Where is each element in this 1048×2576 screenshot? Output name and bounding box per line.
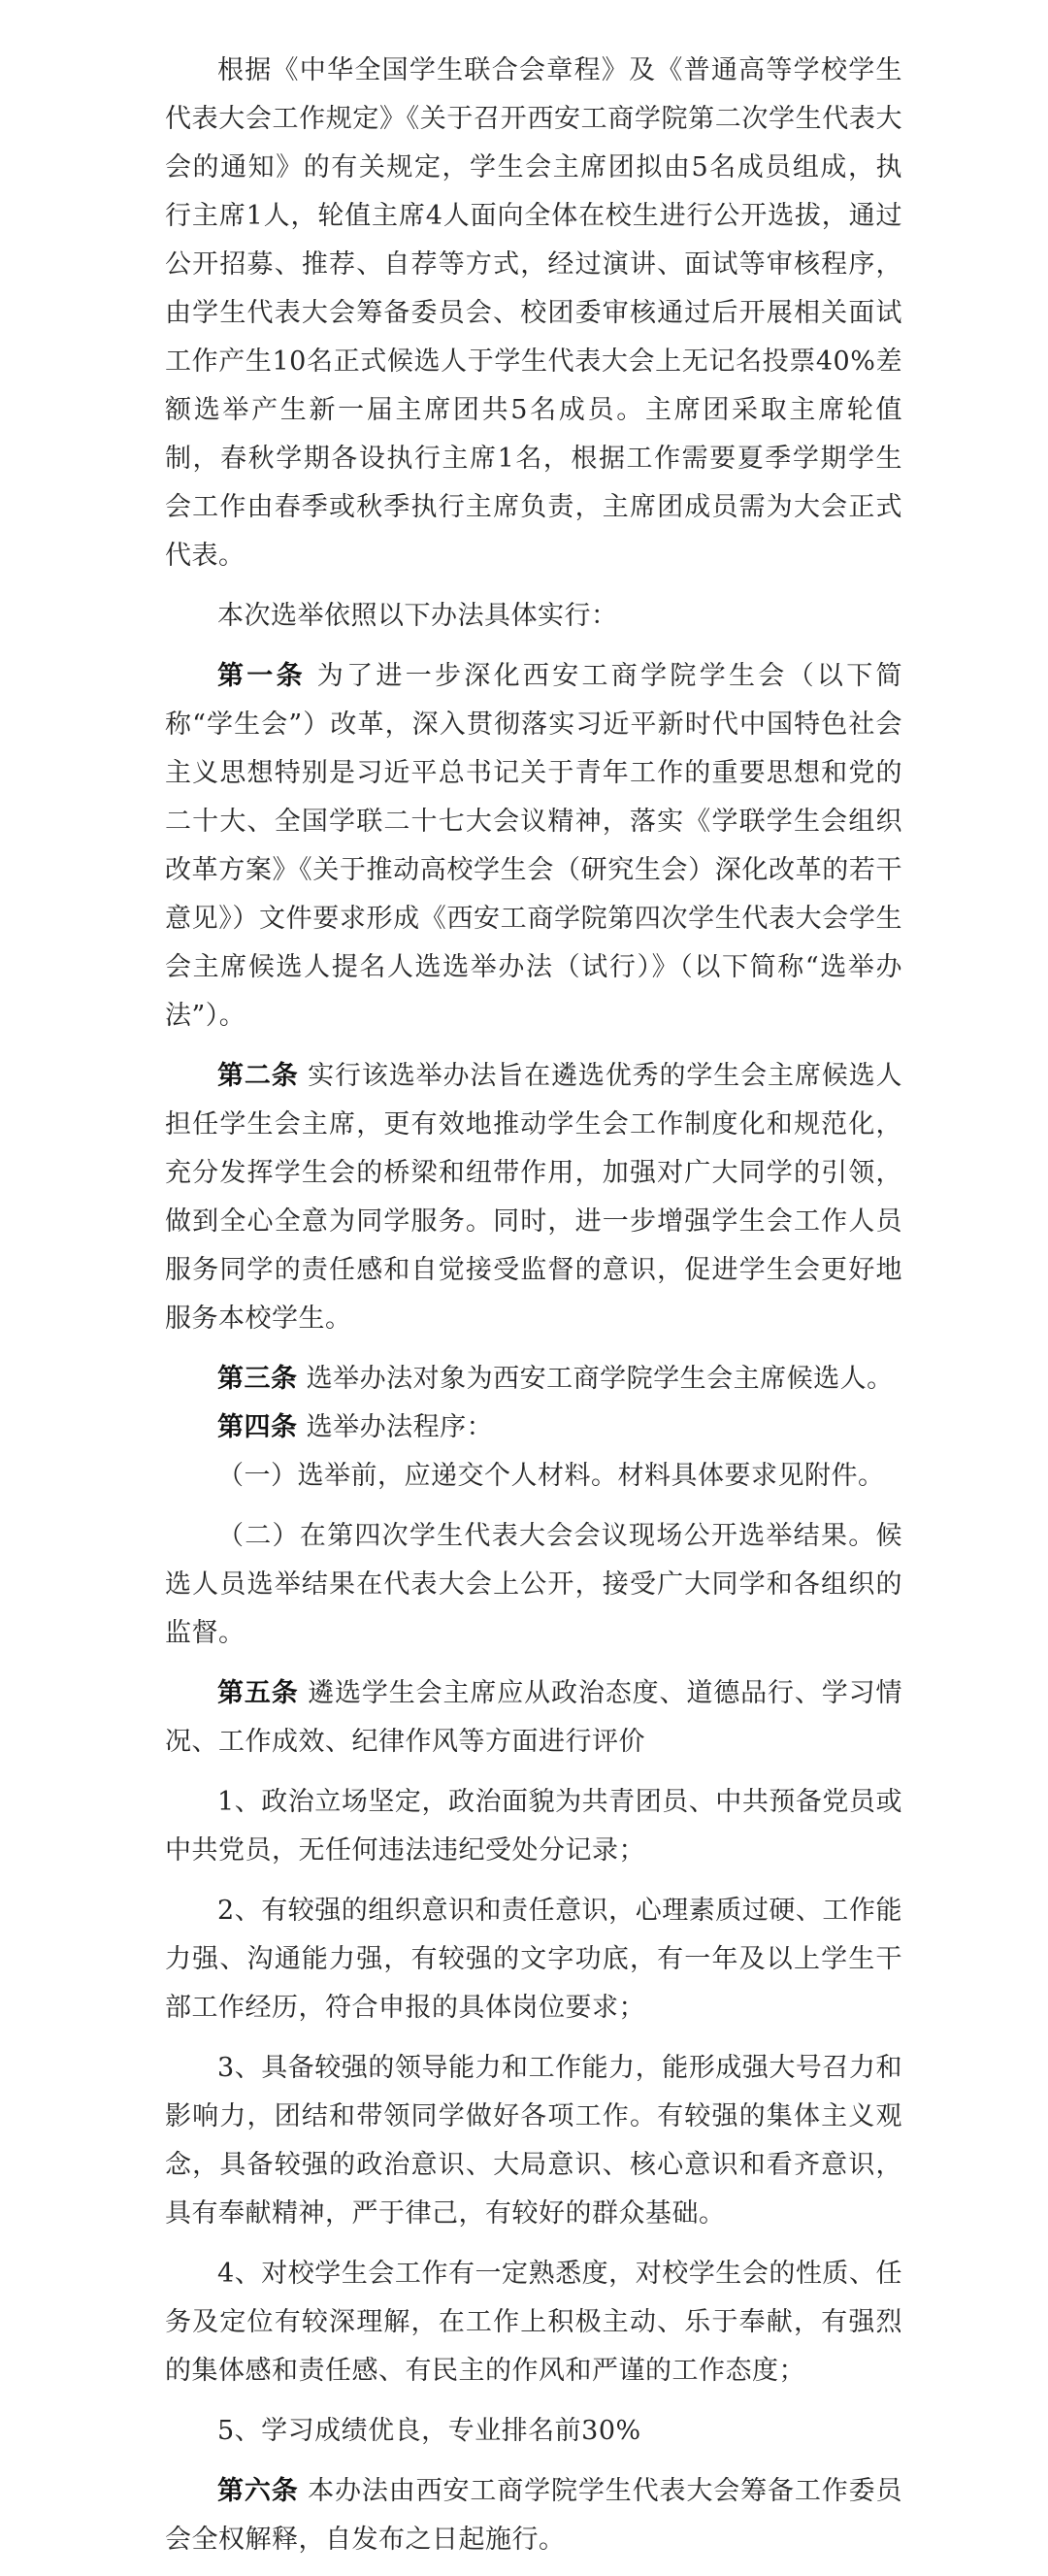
article-4-item: （一）选举前，应递交个人材料。材料具体要求见附件。 <box>217 1461 885 1491</box>
article-5-item: 5、学习成绩优良，专业排名前30% <box>217 2416 641 2446</box>
article-5-item: 2、有较强的组织意识和责任意识，心理素质过硬、工作能力强、沟通能力强，有较强的文字功底，有一年及以上学生干部工作经历，符合申报的具体岗位要求； <box>165 1896 902 2023</box>
article-2-text: 实行该选举办法旨在遴选优秀的学生会主席候选人担任学生会主席，更有效地推动学生会工作制度化和规范化，充分发挥学生会的桥梁和纽带作用，加强对广大同学的引领，做到全心全意为同学服务。同时，进一步增强学生会工作人员服务同学的责任感和自觉接受监督的意识，促进学生会更好地服务本校学生。 <box>165 1061 903 1334</box>
article-3 <box>165 1355 902 1404</box>
article-6-text: 本办法由西安工商学院学生代表大会筹备工作委员会全权解释，自发布之日起施行。 <box>165 2476 903 2555</box>
article-5-text: 遴选学生会主席应从政治态度、道德品行、学习情况、工作成效、纪律作风等方面进行评价 <box>165 1678 903 1757</box>
article-1-text: 为了进一步深化西安工商学院学生会（以下简称“学生会”）改革，深入贯彻落实习近平新时代中国特色社会主义思想特别是习近平总书记关于青年工作的重要思想和党的二十大、全国学联二十七大会议精神，落实《学联学生会组织改革方案》《关于推动高校学生会（研究生会）深化改革的若干意见》）文件要求形成《西安工商学院第四次学生代表大会学生会主席候选人提名人选选举办法（试行）》（以下简称“选举办法”）。 <box>165 661 903 1031</box>
article-3-heading: 第三条 <box>217 1364 298 1394</box>
article-1 <box>165 652 902 1040</box>
article-5-item: 3、具备较强的领导能力和工作能力，能形成强大号召力和影响力，团结和带领同学做好各项工作。有较强的集体主义观念，具备较强的政治意识、大局意识、核心意识和看齐意识，具有奉献精神，严于律己，有较好的群众基础。 <box>165 2053 902 2229</box>
article-5 <box>165 1669 902 1767</box>
method-intro-paragraph: 本次选举依照以下办法具体实行： <box>217 601 618 631</box>
article-3-text: 选举办法对象为西安工商学院学生会主席候选人。 <box>306 1364 894 1394</box>
article-5-item: 4、对校学生会工作有一定熟悉度，对校学生会的性质、任务及定位有较深理解，在工作上积极主动、乐于奉献，有强烈的集体感和责任感、有民主的作风和严谨的工作态度； <box>165 2259 902 2386</box>
article-5-item: 1、政治立场坚定，政治面貌为共青团员、中共预备党员或中共党员，无任何违法违纪受处分记录； <box>165 1787 902 1866</box>
article-2 <box>165 1052 902 1343</box>
article-1-heading: 第一条 <box>217 661 306 691</box>
article-6 <box>165 2467 902 2564</box>
article-4-item: （二）在第四次学生代表大会会议现场公开选举结果。候选人员选举结果在代表大会上公开，接受广大同学和各组织的监督。 <box>165 1521 902 1648</box>
intro-paragraph: 根据《中华全国学生联合会章程》及《普通高等学校学生代表大会工作规定》《关于召开西安工商学院第二次学生代表大会的通知》的有关规定，学生会主席团拟由5名成员组成，执行主席1人，轮值主席4人面向全体在校生进行公开选拔，通过公开招募、推荐、自荐等方式，经过演讲、面试等审核程序，由学生代表大会筹备委员会、校团委审核通过后开展相关面试工作产生10名正式候选人于学生代表大会上无记名投票40%差额选举产生新一届主席团共5名成员。主席团采取主席轮值制，春秋学期各设执行主席1名，根据工作需要夏季学期学生会工作由春季或秋季执行主席负责，主席团成员需为大会正式代表。 <box>165 55 902 571</box>
article-4-heading: 第四条 <box>217 1412 298 1442</box>
article-5-heading: 第五条 <box>217 1678 299 1708</box>
article-2-heading: 第二条 <box>217 1061 299 1091</box>
article-6-heading: 第六条 <box>217 2476 299 2506</box>
article-4-text: 选举办法程序： <box>306 1412 494 1442</box>
article-4 <box>165 1404 902 1452</box>
document-body <box>165 47 902 2576</box>
